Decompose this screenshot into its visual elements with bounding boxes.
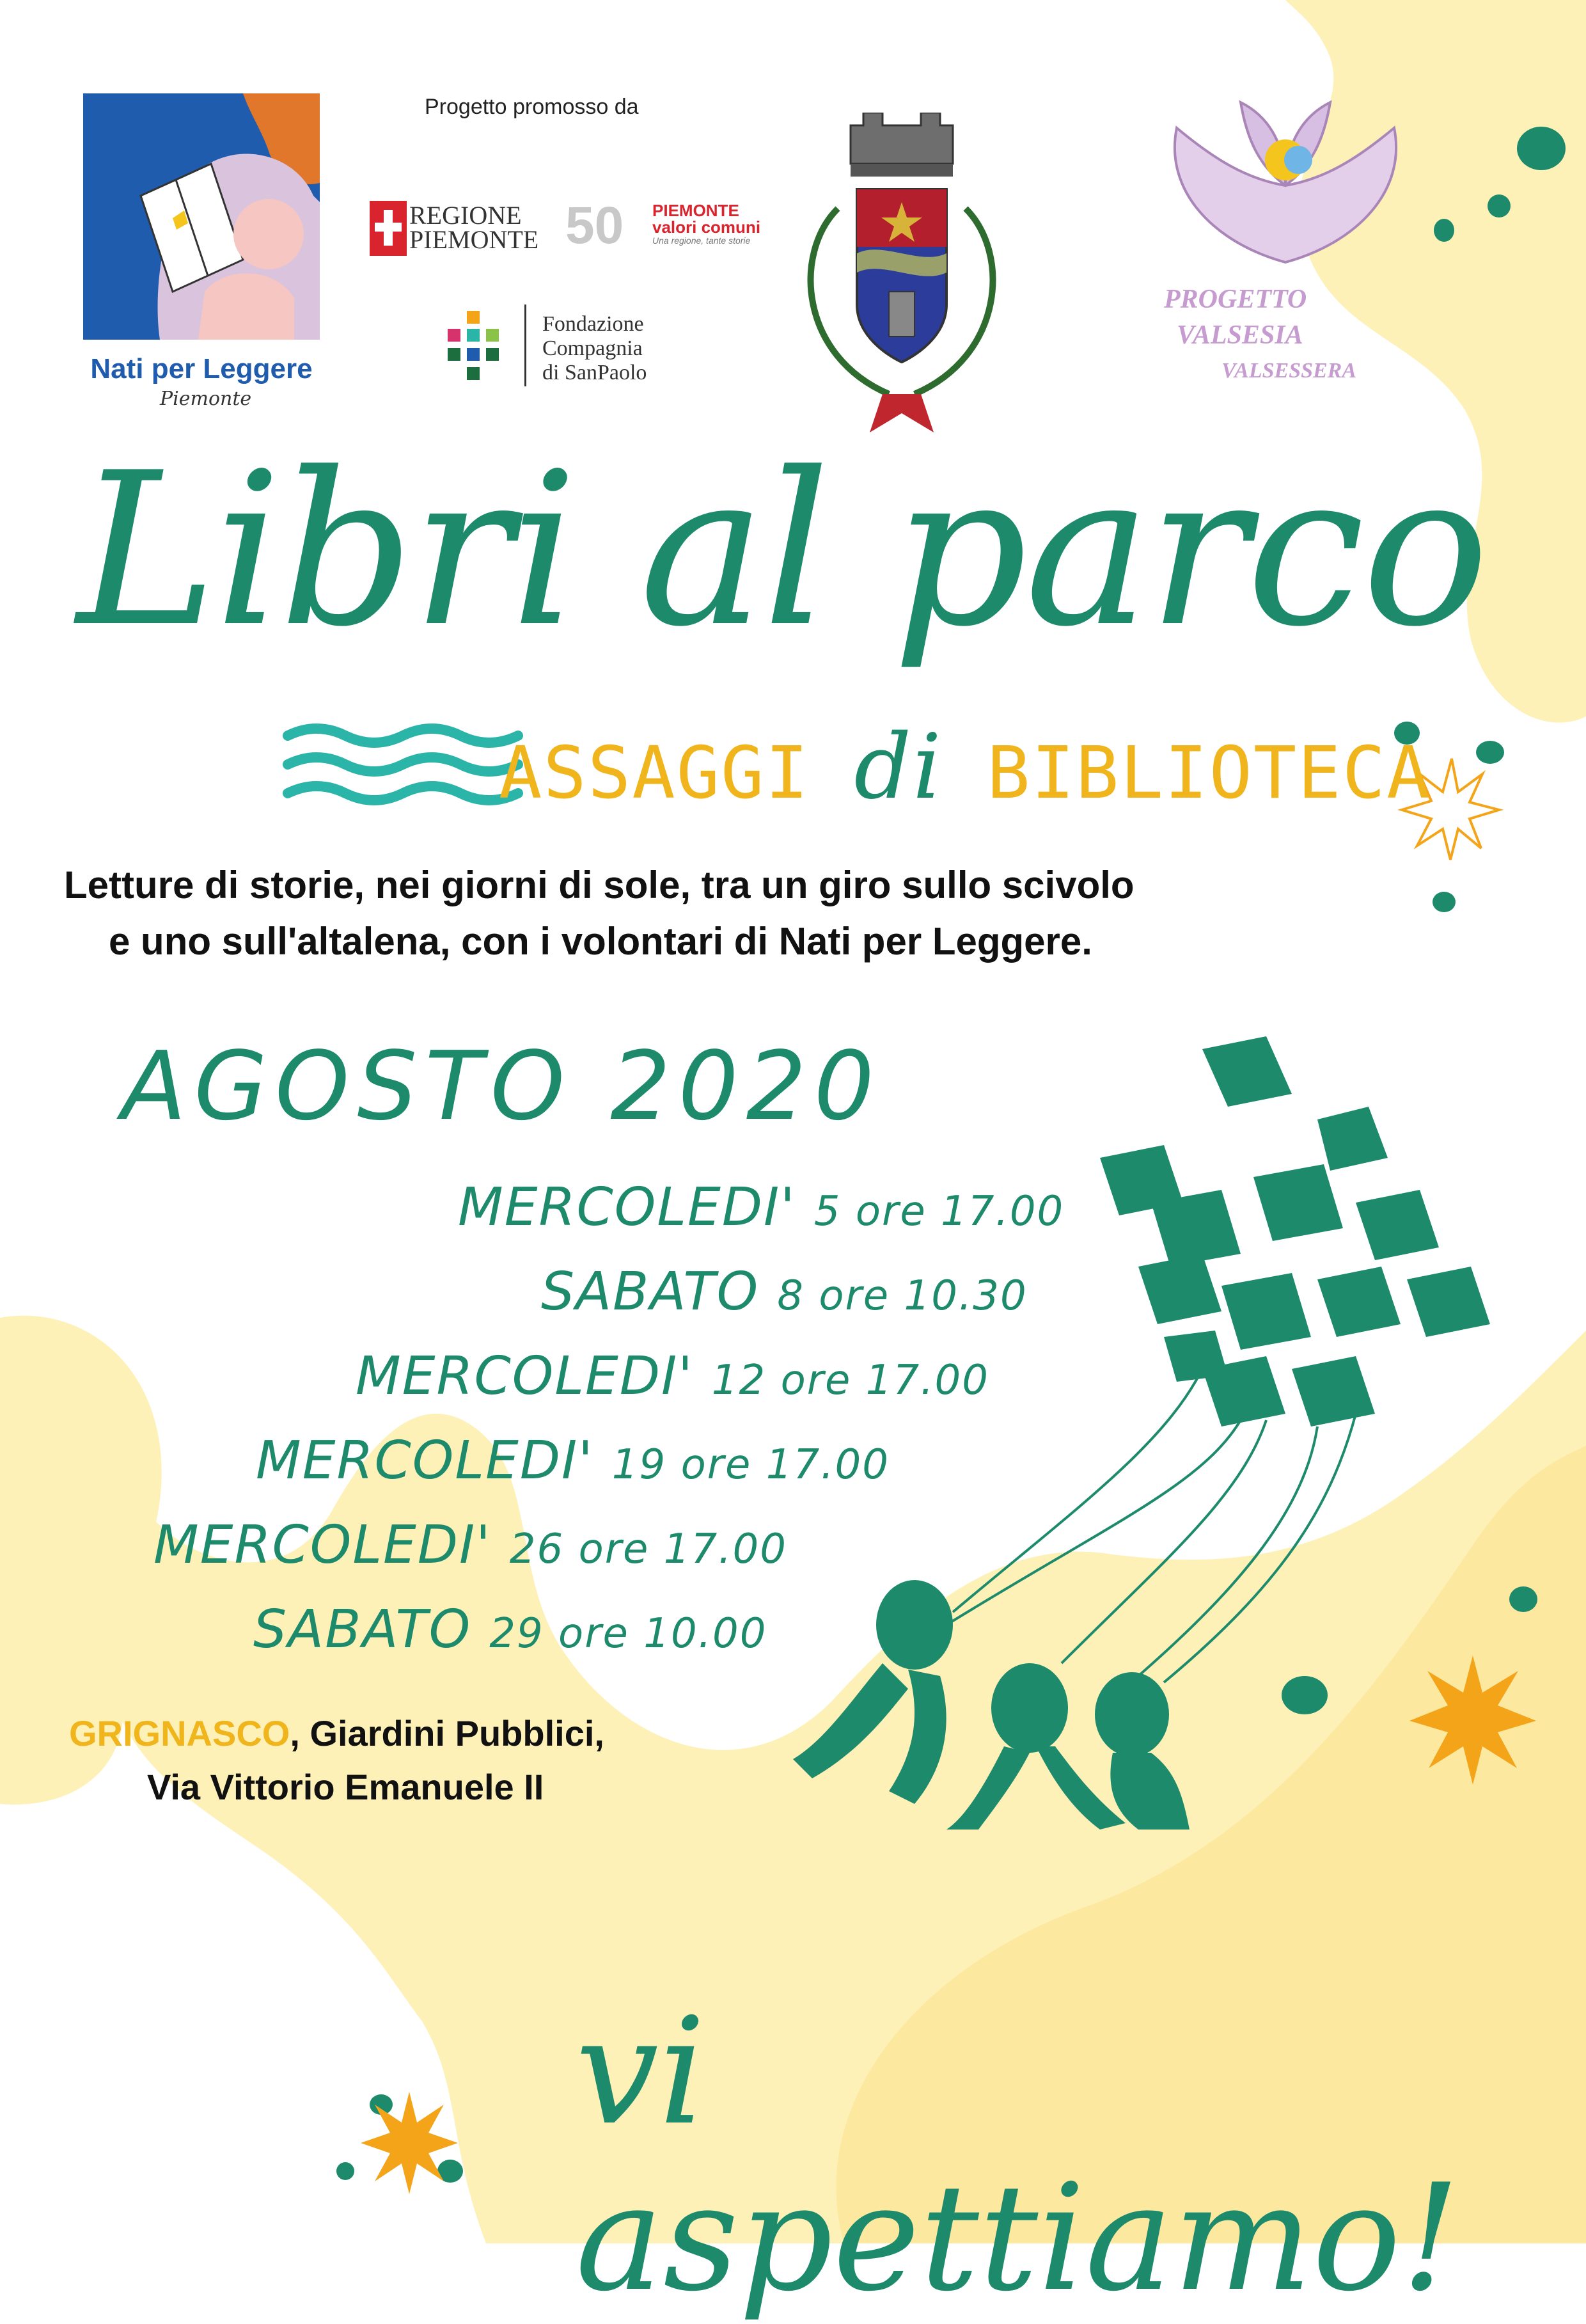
children-flying-books-illustration bbox=[755, 1036, 1535, 1830]
valsessera-line: VALSESSERA bbox=[1221, 359, 1357, 383]
promoted-by-text: Progetto promosso da bbox=[425, 95, 639, 119]
piemonte-50-line2: valori comuni bbox=[652, 217, 761, 237]
fondazione-line2: Compagnia bbox=[542, 336, 643, 360]
location-street: Via Vittorio Emanuele II bbox=[147, 1767, 544, 1807]
date-time: 19 ore 17.00 bbox=[611, 1441, 890, 1489]
fondazione-line1: Fondazione bbox=[542, 312, 644, 336]
fondazione-mosaic-icon bbox=[448, 311, 504, 381]
valsesia-line: VALSESIA bbox=[1177, 320, 1303, 350]
date-time: 8 ore 10.30 bbox=[777, 1272, 1028, 1320]
date-day: MERCOLEDI' bbox=[256, 1430, 594, 1491]
event-month: AGOSTO 2020 bbox=[122, 1031, 882, 1141]
location-city: GRIGNASCO bbox=[69, 1713, 290, 1753]
date-day: SABATO bbox=[541, 1261, 760, 1322]
event-subtitle bbox=[499, 715, 1431, 819]
date-time: 29 ore 10.00 bbox=[489, 1610, 767, 1657]
closing-message: vi aspettiamo! bbox=[576, 1987, 1461, 2324]
wave-decoration bbox=[288, 729, 518, 800]
progetto-line: PROGETTO bbox=[1164, 285, 1307, 314]
piemonte-50-tagline: Una regione, tante storie bbox=[652, 235, 751, 246]
date-day: MERCOLEDI' bbox=[153, 1515, 492, 1576]
regione-piemonte-shield-icon bbox=[370, 201, 407, 256]
regione-line2: PIEMONTE bbox=[409, 225, 539, 254]
date-day: SABATO bbox=[253, 1599, 472, 1660]
nati-per-leggere-logo bbox=[83, 93, 320, 340]
nati-per-leggere-region: Piemonte bbox=[160, 388, 252, 410]
description-line-1: Letture di storie, nei giorni di sole, tra un giro sullo scivolo bbox=[64, 864, 1135, 906]
piemonte-50-number: 50 bbox=[565, 196, 624, 255]
event-description bbox=[64, 857, 1439, 970]
date-day: MERCOLEDI' bbox=[356, 1346, 694, 1407]
piemonte-50-logo bbox=[652, 202, 760, 235]
date-day: MERCOLEDI' bbox=[458, 1177, 796, 1238]
fondazione-line3: di SanPaolo bbox=[542, 361, 647, 384]
progetto-valsesia-logo bbox=[1145, 281, 1413, 389]
description-line-2: e uno sull'altalena, con i volontari di Nati per Leggere. bbox=[109, 920, 1092, 963]
progetto-valsesia-flower-icon bbox=[1138, 90, 1433, 281]
subtitle-word-1: ASSAGGI bbox=[499, 732, 810, 815]
coat-of-arms-icon bbox=[774, 113, 1030, 445]
date-time: 5 ore 17.00 bbox=[813, 1188, 1065, 1235]
piemonte-50-line1: PIEMONTE bbox=[652, 201, 739, 220]
nati-per-leggere-name: Nati per Leggere bbox=[90, 353, 313, 384]
subtitle-word-3: BIBLIOTECA bbox=[987, 732, 1431, 815]
location-place: , Giardini Pubblici, bbox=[290, 1713, 604, 1753]
regione-line1: REGIONE bbox=[409, 201, 522, 230]
subtitle-word-2: di bbox=[854, 715, 943, 819]
reading-child-icon bbox=[83, 93, 320, 340]
date-time: 26 ore 17.00 bbox=[509, 1526, 787, 1573]
fondazione-divider bbox=[524, 304, 526, 386]
regione-piemonte-logo bbox=[409, 203, 538, 252]
date-time: 12 ore 17.00 bbox=[711, 1357, 989, 1404]
event-location bbox=[69, 1707, 604, 1814]
date-line-5 bbox=[153, 1515, 787, 1576]
event-title: Libri al parco bbox=[77, 427, 1487, 673]
date-line-6 bbox=[253, 1599, 767, 1660]
fondazione-logo bbox=[542, 312, 647, 385]
